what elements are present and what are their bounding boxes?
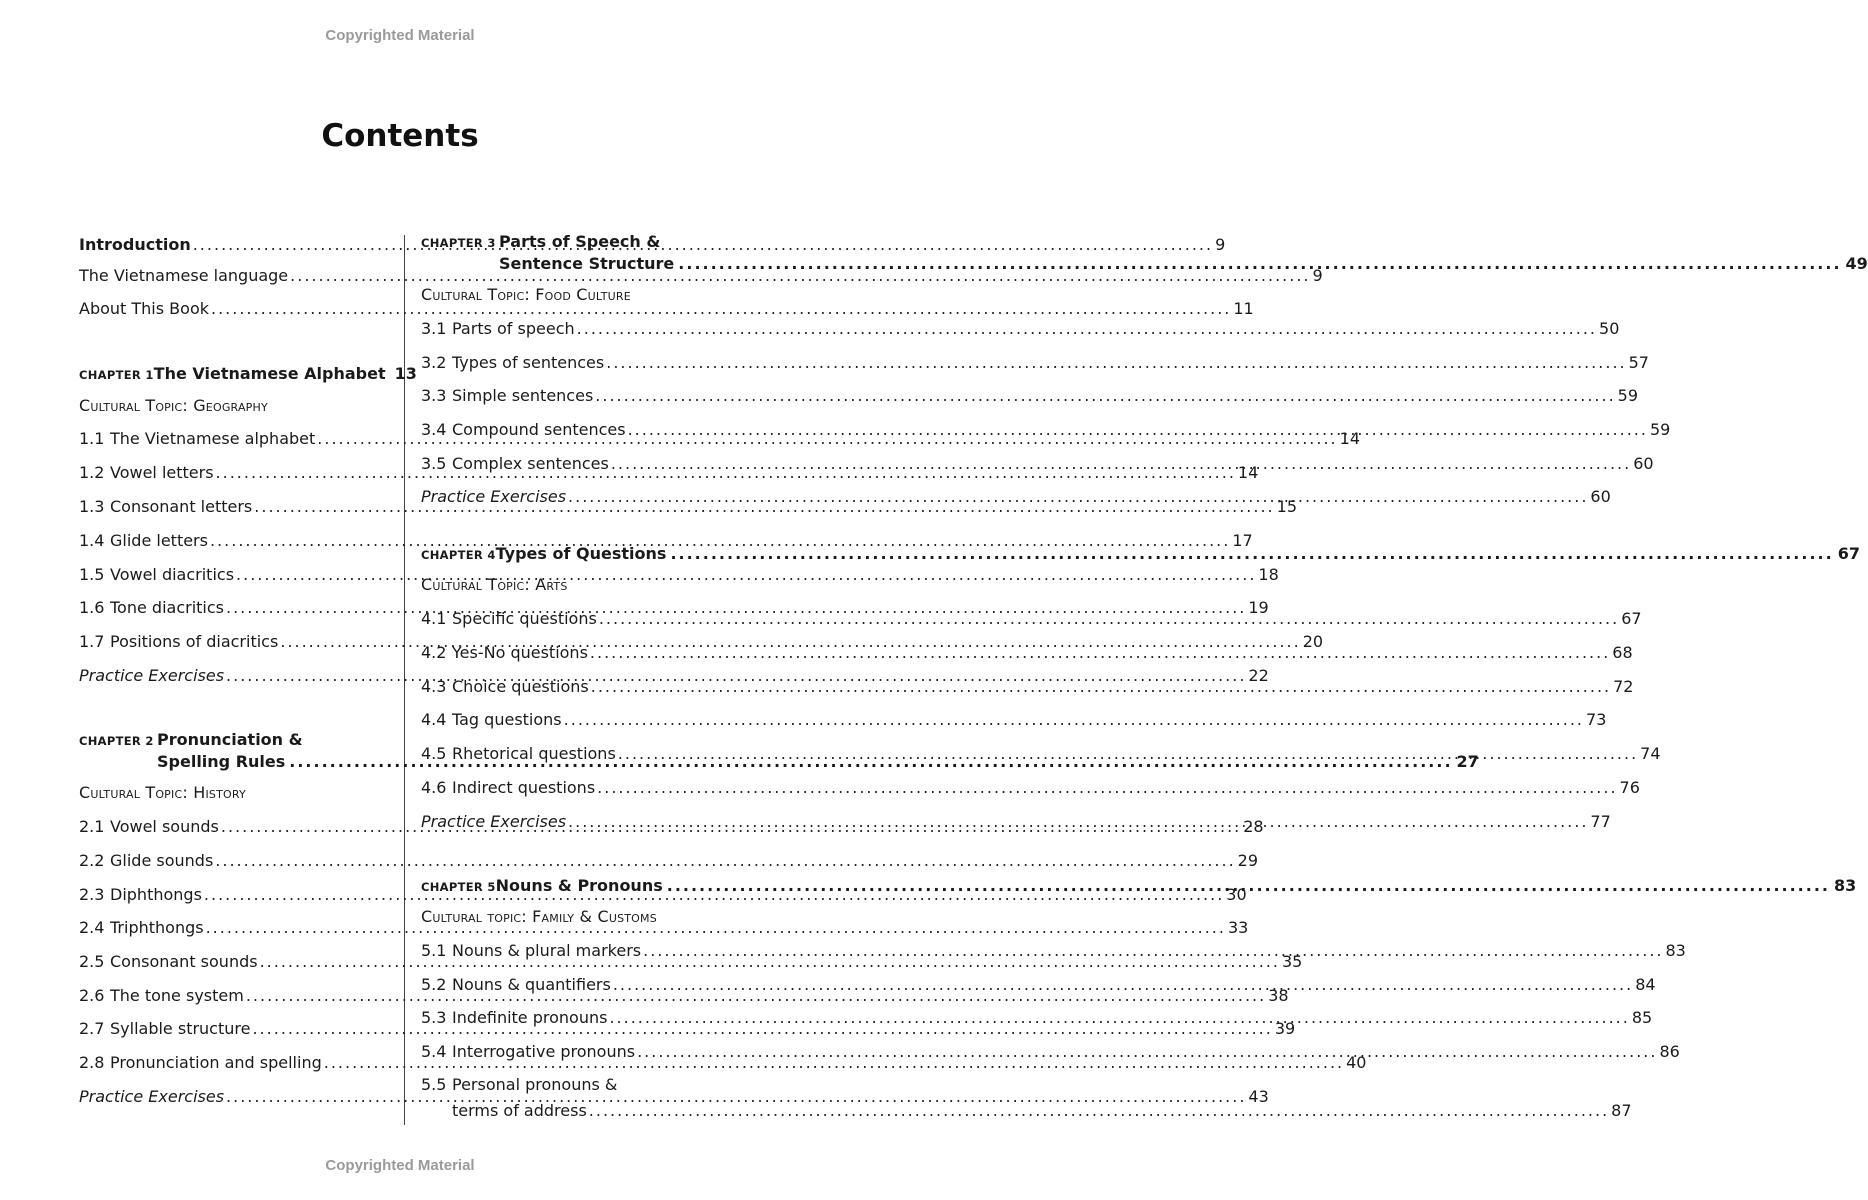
leader-dots bbox=[667, 876, 1830, 895]
entry-label: Practice Exercises bbox=[421, 487, 567, 506]
entry-label: Indefinite pronouns bbox=[452, 1008, 608, 1027]
copyright-watermark-top: Copyrighted Material bbox=[325, 27, 475, 44]
chapter-title-line2: Sentence Structure bbox=[499, 254, 675, 273]
entry-label: Consonant letters bbox=[110, 497, 253, 516]
chapter-title-line1: Parts of Speech & bbox=[499, 232, 661, 251]
chapter-title: The Vietnamese Alphabet bbox=[153, 364, 386, 383]
toc-entry[interactable] bbox=[79, 497, 1297, 521]
chapter-title-line2: Spelling Rules bbox=[157, 752, 286, 771]
cultural-topic: Cultural Topic: Geography bbox=[79, 396, 268, 415]
cultural-topic: Cultural topic: Family & Customs bbox=[421, 907, 657, 926]
toc-entry-cont[interactable] bbox=[421, 1101, 1632, 1125]
entry-label: Practice Exercises bbox=[421, 812, 567, 831]
entry-number: 2.1 bbox=[79, 817, 105, 836]
leader-dots bbox=[595, 386, 1615, 405]
entry-number: 1.2 bbox=[79, 463, 105, 482]
leader-dots bbox=[599, 609, 1619, 628]
entry-number: 4.1 bbox=[421, 609, 447, 628]
entry-page: 14 bbox=[1339, 429, 1360, 448]
entry-page: 68 bbox=[1612, 643, 1633, 662]
entry-page: 67 bbox=[1621, 609, 1642, 628]
entry-label: Yes-No questions bbox=[452, 643, 588, 662]
chapter-number: CHAPTER 2 bbox=[79, 734, 154, 748]
toc-entry[interactable] bbox=[79, 299, 1254, 323]
chapter-heading[interactable] bbox=[79, 364, 417, 388]
entry-page: 14 bbox=[1237, 463, 1259, 482]
entry-number: 4.5 bbox=[421, 744, 447, 763]
chapter-page: 13 bbox=[394, 364, 417, 383]
chapter-number: CHAPTER 5 bbox=[421, 880, 496, 894]
entry-page: 15 bbox=[1276, 497, 1297, 516]
entry-page: 60 bbox=[1590, 487, 1611, 506]
entry-number: 2.7 bbox=[79, 1019, 105, 1038]
entry-label: Glide letters bbox=[110, 531, 208, 550]
leader-dots bbox=[597, 778, 1617, 797]
toc-entry[interactable] bbox=[79, 851, 1259, 875]
entry-number: 5.5 bbox=[421, 1075, 447, 1094]
entry-page: 50 bbox=[1599, 319, 1620, 338]
chapter-title: Types of Questions bbox=[495, 544, 667, 563]
entry-number: 4.3 bbox=[421, 677, 447, 696]
toc-entry[interactable] bbox=[421, 643, 1633, 667]
leader-dots bbox=[606, 353, 1626, 372]
leader-dots bbox=[670, 544, 1833, 563]
entry-label: Types of sentences bbox=[452, 353, 605, 372]
toc-entry[interactable] bbox=[79, 986, 1289, 1010]
toc-entry[interactable] bbox=[79, 918, 1249, 942]
entry-page: 9 bbox=[1215, 235, 1226, 254]
toc-entry[interactable] bbox=[421, 677, 1634, 701]
toc-entry[interactable] bbox=[421, 609, 1642, 633]
toc-entry[interactable] bbox=[79, 952, 1303, 976]
copyright-watermark-bottom: Copyrighted Material bbox=[325, 1157, 475, 1174]
entry-label: Interrogative pronouns bbox=[452, 1042, 636, 1061]
entry-number: 1.3 bbox=[79, 497, 105, 516]
entry-page: 35 bbox=[1281, 952, 1303, 971]
leader-dots bbox=[564, 710, 1584, 729]
entry-page: 38 bbox=[1268, 986, 1289, 1005]
entry-number: 1.7 bbox=[79, 632, 105, 651]
leader-dots bbox=[590, 643, 1610, 662]
entry-label: Nouns & plural markers bbox=[452, 941, 642, 960]
entry-label: Triphthongs bbox=[110, 918, 204, 937]
entry-label: Vowel diacritics bbox=[110, 565, 235, 584]
entry-label: Complex sentences bbox=[452, 454, 609, 473]
chapter-title-line1: Pronunciation & bbox=[157, 730, 303, 749]
entry-page: 76 bbox=[1619, 778, 1640, 797]
entry-number: 5.3 bbox=[421, 1008, 447, 1027]
entry-page: 30 bbox=[1226, 885, 1247, 904]
entry-page: 22 bbox=[1248, 666, 1269, 685]
entry-label: Glide sounds bbox=[110, 851, 214, 870]
entry-label: Personal pronouns & bbox=[452, 1075, 618, 1094]
entry-label: About This Book bbox=[79, 299, 209, 318]
entry-label: Vowel letters bbox=[110, 463, 214, 482]
entry-number: 4.2 bbox=[421, 643, 447, 662]
entry-page: 20 bbox=[1302, 632, 1324, 651]
entry-number: 5.4 bbox=[421, 1042, 447, 1061]
cultural-topic: Cultural Topic: Arts bbox=[421, 575, 568, 594]
leader-dots bbox=[611, 454, 1631, 473]
leader-dots bbox=[613, 975, 1633, 994]
chapter-page: 27 bbox=[1456, 752, 1479, 771]
leader-dots bbox=[678, 254, 1841, 273]
entry-number: 2.5 bbox=[79, 952, 105, 971]
leader-dots bbox=[236, 565, 1256, 584]
leader-dots bbox=[568, 487, 1588, 506]
page-title: Contents bbox=[321, 118, 479, 154]
toc-entry[interactable] bbox=[79, 1019, 1296, 1043]
entry-page: 40 bbox=[1346, 1053, 1367, 1072]
chapter-heading[interactable] bbox=[421, 544, 1860, 568]
leader-dots bbox=[591, 677, 1611, 696]
entry-number: 3.4 bbox=[421, 420, 447, 439]
leader-dots bbox=[215, 851, 1235, 870]
entry-page: 59 bbox=[1617, 386, 1639, 405]
entry-label: The Vietnamese language bbox=[79, 266, 289, 285]
chapter-title: Nouns & Pronouns bbox=[495, 876, 663, 895]
entry-number: 3.5 bbox=[421, 454, 447, 473]
entry-page: 28 bbox=[1243, 817, 1264, 836]
entry-page: 39 bbox=[1274, 1019, 1296, 1038]
entry-label: Tone diacritics bbox=[110, 598, 224, 617]
entry-label: Indirect questions bbox=[452, 778, 596, 797]
cultural-topic: Cultural Topic: History bbox=[79, 783, 246, 802]
leader-dots bbox=[609, 1008, 1629, 1027]
leader-dots bbox=[637, 1042, 1657, 1061]
chapter-heading[interactable] bbox=[79, 730, 389, 754]
toc-entry[interactable] bbox=[79, 1053, 1367, 1077]
entry-page: 87 bbox=[1611, 1101, 1632, 1120]
entry-label: Simple sentences bbox=[452, 386, 594, 405]
toc-entry[interactable] bbox=[421, 386, 1639, 410]
toc-entry[interactable] bbox=[421, 710, 1607, 734]
chapter-page: 83 bbox=[1833, 876, 1857, 895]
entry-number: 2.8 bbox=[79, 1053, 105, 1072]
leader-dots bbox=[643, 941, 1663, 960]
entry-page: 83 bbox=[1665, 941, 1686, 960]
toc-entry[interactable] bbox=[79, 266, 1323, 290]
entry-page: 19 bbox=[1248, 598, 1269, 617]
entry-label: Practice Exercises bbox=[79, 1087, 225, 1106]
entry-page: 84 bbox=[1635, 975, 1656, 994]
chapter-number: CHAPTER 4 bbox=[421, 548, 496, 562]
entry-label: The Vietnamese alphabet bbox=[110, 429, 316, 448]
entry-label: Choice questions bbox=[452, 677, 589, 696]
toc-entry[interactable] bbox=[421, 319, 1620, 343]
entry-number: 4.6 bbox=[421, 778, 447, 797]
chapter-heading-cont[interactable] bbox=[421, 254, 1868, 278]
cultural-topic: Cultural Topic: Food Culture bbox=[421, 285, 631, 304]
entry-number: 1.4 bbox=[79, 531, 105, 550]
entry-label: The tone system bbox=[110, 986, 244, 1005]
entry-page: 17 bbox=[1232, 531, 1253, 550]
entry-number: 4.4 bbox=[421, 710, 447, 729]
entry-label: terms of address bbox=[452, 1101, 587, 1120]
chapter-heading[interactable] bbox=[421, 232, 732, 256]
entry-number: 2.2 bbox=[79, 851, 105, 870]
entry-number: 3.2 bbox=[421, 353, 447, 372]
entry-label: Nouns & quantifiers bbox=[452, 975, 611, 994]
entry-page: 33 bbox=[1227, 918, 1249, 937]
leader-dots bbox=[628, 420, 1648, 439]
entry-number: 2.3 bbox=[79, 885, 105, 904]
chapter-page: 67 bbox=[1837, 544, 1860, 563]
entry-label: Pronunciation and spelling bbox=[110, 1053, 322, 1072]
leader-dots bbox=[589, 1101, 1609, 1120]
entry-label: Compound sentences bbox=[452, 420, 626, 439]
toc-entry[interactable] bbox=[421, 778, 1640, 802]
entry-label: Tag questions bbox=[452, 710, 562, 729]
entry-page: 9 bbox=[1312, 266, 1323, 285]
entry-page: 29 bbox=[1237, 851, 1259, 870]
entry-page: 59 bbox=[1649, 420, 1671, 439]
entry-label: Positions of diacritics bbox=[110, 632, 279, 651]
entry-page: 60 bbox=[1633, 454, 1654, 473]
entry-page: 43 bbox=[1248, 1087, 1269, 1106]
entry-label: Introduction bbox=[79, 235, 191, 254]
entry-number: 3.3 bbox=[421, 386, 447, 405]
entry-label: Specific questions bbox=[452, 609, 597, 628]
entry-number: 1.5 bbox=[79, 565, 105, 584]
entry-page: 18 bbox=[1258, 565, 1279, 584]
leader-dots bbox=[568, 812, 1588, 831]
entry-label: Consonant sounds bbox=[110, 952, 258, 971]
entry-page: 57 bbox=[1628, 353, 1649, 372]
entry-label: Syllable structure bbox=[110, 1019, 251, 1038]
chapter-page: 49 bbox=[1845, 254, 1868, 273]
entry-number: 5.2 bbox=[421, 975, 447, 994]
entry-label: Diphthongs bbox=[110, 885, 202, 904]
entry-number: 1.6 bbox=[79, 598, 105, 617]
entry-number: 2.4 bbox=[79, 918, 105, 937]
entry-page: 74 bbox=[1640, 744, 1661, 763]
chapter-number: CHAPTER 3 bbox=[421, 236, 496, 250]
entry-number: 3.1 bbox=[421, 319, 447, 338]
entry-label: Rhetorical questions bbox=[452, 744, 616, 763]
entry-page: 86 bbox=[1659, 1042, 1680, 1061]
entry-label: Parts of speech bbox=[452, 319, 575, 338]
entry-page: 85 bbox=[1631, 1008, 1653, 1027]
toc-entry[interactable] bbox=[421, 1075, 732, 1099]
entry-label: Vowel sounds bbox=[110, 817, 219, 836]
entry-page: 77 bbox=[1590, 812, 1611, 831]
toc-entry[interactable] bbox=[421, 353, 1649, 377]
entry-page: 73 bbox=[1586, 710, 1607, 729]
chapter-number: CHAPTER 1 bbox=[79, 368, 154, 382]
entry-number: 5.1 bbox=[421, 941, 447, 960]
leader-dots bbox=[618, 744, 1638, 763]
entry-page: 72 bbox=[1613, 677, 1634, 696]
entry-number: 2.6 bbox=[79, 986, 105, 1005]
entry-label: Practice Exercises bbox=[79, 666, 225, 685]
entry-number: 1.1 bbox=[79, 429, 105, 448]
leader-dots bbox=[577, 319, 1597, 338]
entry-page: 11 bbox=[1233, 299, 1254, 318]
